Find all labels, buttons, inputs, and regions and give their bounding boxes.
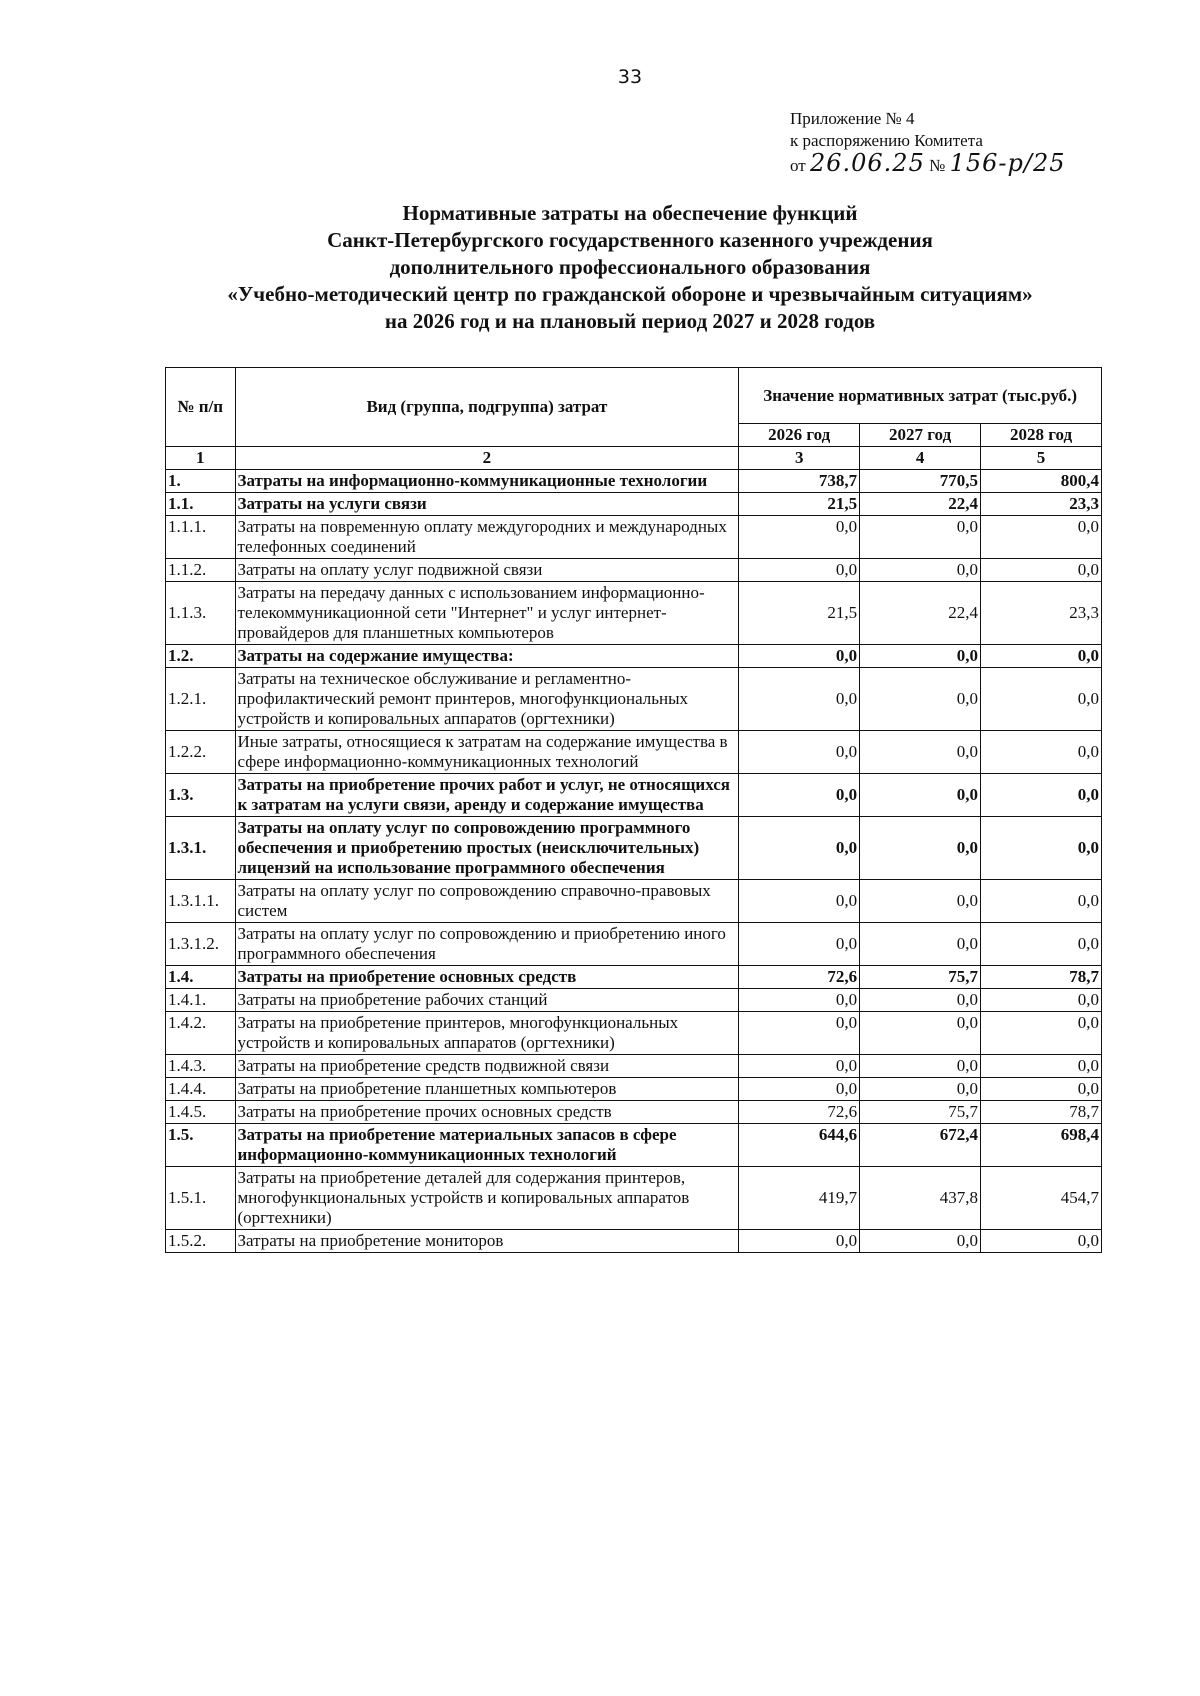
row-name: Затраты на приобретение деталей для содержания принтеров, многофункциональных устройств и копировальных аппаратов (оргтехники) — [235, 1167, 739, 1230]
row-name: Затраты на приобретение принтеров, многофункциональных устройств и копировальных аппаратов (оргтехники) — [235, 1012, 739, 1055]
table-row — [166, 1055, 1102, 1078]
header-value-group: Значение нормативных затрат (тыс.руб.) — [739, 368, 1102, 424]
row-num: 1.1. — [166, 493, 236, 516]
col-number-3: 3 — [739, 447, 860, 470]
row-name: Затраты на приобретение мониторов — [235, 1230, 739, 1253]
handwritten-number: 156-р/25 — [949, 149, 1066, 177]
row-value-2028: 23,3 — [981, 493, 1102, 516]
row-value-2027: 0,0 — [860, 1055, 981, 1078]
row-name: Затраты на приобретение прочих работ и услуг, не относящихся к затратам на услуги связи, аренду и содержание имущества — [235, 774, 739, 817]
table-row — [166, 559, 1102, 582]
row-value-2026: 0,0 — [739, 774, 860, 817]
row-value-2027: 0,0 — [860, 1230, 981, 1253]
row-value-2028: 0,0 — [981, 1055, 1102, 1078]
row-name: Затраты на услуги связи — [235, 493, 739, 516]
table-row — [166, 470, 1102, 493]
row-num: 1.4.4. — [166, 1078, 236, 1101]
row-num: 1.1.3. — [166, 582, 236, 645]
title-line-3: дополнительного профессионального образования — [389, 255, 871, 279]
table-row — [166, 668, 1102, 731]
row-value-2026: 0,0 — [739, 1055, 860, 1078]
row-value-2027: 0,0 — [860, 817, 981, 880]
row-name: Затраты на оплату услуг подвижной связи — [235, 559, 739, 582]
appendix-block — [790, 108, 1065, 182]
row-value-2026: 0,0 — [739, 559, 860, 582]
table-row — [166, 1012, 1102, 1055]
row-value-2026: 0,0 — [739, 1012, 860, 1055]
row-value-2026: 644,6 — [739, 1124, 860, 1167]
date-prefix: от — [790, 156, 806, 175]
table-row — [166, 645, 1102, 668]
row-value-2027: 0,0 — [860, 559, 981, 582]
row-value-2026: 0,0 — [739, 989, 860, 1012]
row-value-2027: 22,4 — [860, 493, 981, 516]
row-name: Затраты на оплату услуг по сопровождению справочно-правовых систем — [235, 880, 739, 923]
row-value-2028: 0,0 — [981, 645, 1102, 668]
costs-table — [165, 367, 1102, 1253]
row-num: 1.5. — [166, 1124, 236, 1167]
row-value-2028: 0,0 — [981, 1230, 1102, 1253]
row-value-2027: 75,7 — [860, 966, 981, 989]
row-num: 1.4.2. — [166, 1012, 236, 1055]
row-value-2028: 0,0 — [981, 516, 1102, 559]
table-row — [166, 1230, 1102, 1253]
title-line-2: Санкт-Петербургского государственного казенного учреждения — [327, 228, 933, 252]
page-number: 33 — [617, 66, 643, 88]
row-value-2026: 419,7 — [739, 1167, 860, 1230]
row-value-2027: 770,5 — [860, 470, 981, 493]
title-line-4: «Учебно-методический центр по гражданской обороне и чрезвычайным ситуациям» — [227, 282, 1033, 306]
row-value-2028: 23,3 — [981, 582, 1102, 645]
row-name: Затраты на приобретение средств подвижной связи — [235, 1055, 739, 1078]
table-row — [166, 1167, 1102, 1230]
row-value-2027: 0,0 — [860, 774, 981, 817]
row-value-2028: 0,0 — [981, 731, 1102, 774]
appendix-title: Приложение № 4 — [790, 109, 915, 128]
row-num: 1.2. — [166, 645, 236, 668]
row-num: 1.3. — [166, 774, 236, 817]
appendix-date-line — [790, 149, 1066, 182]
row-num: 1.2.2. — [166, 731, 236, 774]
row-value-2026: 0,0 — [739, 923, 860, 966]
appendix-reference: к распоряжению Комитета — [790, 131, 983, 150]
row-value-2028: 0,0 — [981, 1012, 1102, 1055]
table-row — [166, 923, 1102, 966]
row-value-2028: 454,7 — [981, 1167, 1102, 1230]
title-line-1: Нормативные затраты на обеспечение функций — [402, 201, 858, 225]
row-value-2026: 0,0 — [739, 516, 860, 559]
row-name: Затраты на приобретение планшетных компьютеров — [235, 1078, 739, 1101]
header-2028: 2028 год — [981, 424, 1102, 447]
row-value-2027: 0,0 — [860, 668, 981, 731]
table-row — [166, 1124, 1102, 1167]
col-number-1: 1 — [166, 447, 236, 470]
table-row — [166, 880, 1102, 923]
table-row — [166, 1078, 1102, 1101]
row-num: 1.3.1.1. — [166, 880, 236, 923]
row-num: 1.1.1. — [166, 516, 236, 559]
row-value-2026: 738,7 — [739, 470, 860, 493]
row-num: 1.5.1. — [166, 1167, 236, 1230]
row-value-2028: 0,0 — [981, 668, 1102, 731]
row-value-2028: 78,7 — [981, 1101, 1102, 1124]
table-row — [166, 493, 1102, 516]
row-name: Затраты на передачу данных с использованием информационно-телекоммуникационной сети "Интернет" и услуг интернет-провайдеров для планшетных компьютеров — [235, 582, 739, 645]
row-num: 1.4.5. — [166, 1101, 236, 1124]
row-num: 1.4.1. — [166, 989, 236, 1012]
row-value-2028: 78,7 — [981, 966, 1102, 989]
row-value-2026: 0,0 — [739, 668, 860, 731]
row-num: 1.1.2. — [166, 559, 236, 582]
row-value-2028: 0,0 — [981, 880, 1102, 923]
row-value-2027: 437,8 — [860, 1167, 981, 1230]
row-value-2026: 21,5 — [739, 493, 860, 516]
row-value-2027: 0,0 — [860, 1012, 981, 1055]
table-row — [166, 731, 1102, 774]
row-value-2027: 0,0 — [860, 645, 981, 668]
row-name: Затраты на приобретение прочих основных средств — [235, 1101, 739, 1124]
row-value-2027: 0,0 — [860, 1078, 981, 1101]
row-name: Затраты на повременную оплату междугородних и международных телефонных соединений — [235, 516, 739, 559]
row-name: Затраты на приобретение рабочих станций — [235, 989, 739, 1012]
row-value-2027: 0,0 — [860, 516, 981, 559]
row-num: 1.4.3. — [166, 1055, 236, 1078]
row-num: 1.3.1.2. — [166, 923, 236, 966]
table-row — [166, 966, 1102, 989]
row-value-2027: 0,0 — [860, 989, 981, 1012]
row-value-2026: 72,6 — [739, 1101, 860, 1124]
row-value-2027: 0,0 — [860, 880, 981, 923]
header-num: № п/п — [166, 368, 236, 447]
col-number-5: 5 — [981, 447, 1102, 470]
row-num: 1.3.1. — [166, 817, 236, 880]
row-name: Затраты на информационно-коммуникационные технологии — [235, 470, 739, 493]
row-value-2026: 0,0 — [739, 1230, 860, 1253]
row-num: 1.5.2. — [166, 1230, 236, 1253]
number-prefix: № — [929, 156, 946, 175]
row-value-2026: 0,0 — [739, 880, 860, 923]
row-value-2026: 0,0 — [739, 1078, 860, 1101]
row-name: Затраты на оплату услуг по сопровождению и приобретению иного программного обеспечения — [235, 923, 739, 966]
row-num: 1. — [166, 470, 236, 493]
row-value-2028: 0,0 — [981, 559, 1102, 582]
row-value-2028: 0,0 — [981, 1078, 1102, 1101]
row-name: Иные затраты, относящиеся к затратам на содержание имущества в сфере информационно-коммуникационных технологий — [235, 731, 739, 774]
table-row — [166, 774, 1102, 817]
row-value-2026: 0,0 — [739, 645, 860, 668]
row-value-2026: 72,6 — [739, 966, 860, 989]
row-name: Затраты на приобретение основных средств — [235, 966, 739, 989]
table-row — [166, 1101, 1102, 1124]
table-row — [166, 989, 1102, 1012]
row-num: 1.2.1. — [166, 668, 236, 731]
table-row — [166, 516, 1102, 559]
row-num: 1.4. — [166, 966, 236, 989]
col-number-4: 4 — [860, 447, 981, 470]
row-value-2026: 0,0 — [739, 817, 860, 880]
row-value-2027: 672,4 — [860, 1124, 981, 1167]
row-name: Затраты на оплату услуг по сопровождению программного обеспечения и приобретению простых (неисключительных) лицензий на использование программного обеспечения — [235, 817, 739, 880]
document-title — [0, 200, 1200, 335]
row-name: Затраты на приобретение материальных запасов в сфере информационно-коммуникационных технологий — [235, 1124, 739, 1167]
row-value-2026: 0,0 — [739, 731, 860, 774]
row-value-2026: 21,5 — [739, 582, 860, 645]
row-value-2027: 0,0 — [860, 923, 981, 966]
row-name: Затраты на содержание имущества: — [235, 645, 739, 668]
row-value-2028: 0,0 — [981, 989, 1102, 1012]
col-number-2: 2 — [235, 447, 739, 470]
row-value-2028: 800,4 — [981, 470, 1102, 493]
row-value-2028: 0,0 — [981, 923, 1102, 966]
header-2027: 2027 год — [860, 424, 981, 447]
table-row — [166, 817, 1102, 880]
row-name: Затраты на техническое обслуживание и регламентно-профилактический ремонт принтеров, многофункциональных устройств и копировальных аппаратов (оргтехники) — [235, 668, 739, 731]
row-value-2028: 0,0 — [981, 774, 1102, 817]
row-value-2027: 75,7 — [860, 1101, 981, 1124]
header-2026: 2026 год — [739, 424, 860, 447]
table-row — [166, 582, 1102, 645]
handwritten-date: 26.06.25 — [809, 149, 925, 177]
row-value-2028: 698,4 — [981, 1124, 1102, 1167]
row-value-2027: 0,0 — [860, 731, 981, 774]
row-value-2027: 22,4 — [860, 582, 981, 645]
title-line-5: на 2026 год и на плановый период 2027 и 2028 годов — [384, 309, 876, 333]
header-type: Вид (группа, подгруппа) затрат — [235, 368, 739, 447]
row-value-2028: 0,0 — [981, 817, 1102, 880]
